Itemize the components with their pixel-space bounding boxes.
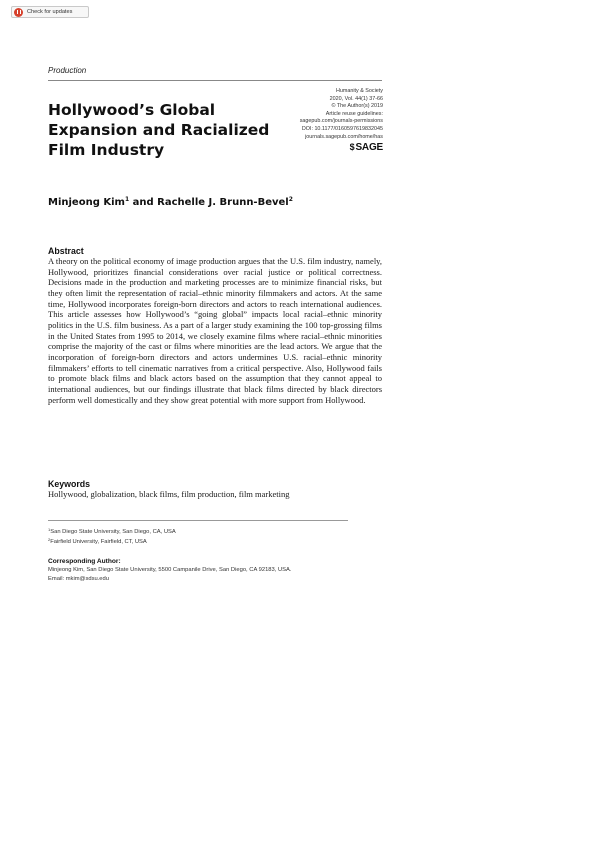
- section-label: Production: [48, 66, 87, 75]
- affiliation-text: Fairfield University, Fairfield, CT, USA: [50, 539, 147, 545]
- author-affiliation-mark: 1: [124, 196, 130, 203]
- abstract-text: A theory on the political economy of image production argues that the U.S. film industry, namely, Hollywood, prioritizes financial considerations over racial justice or political correctness. Decisions made in the production and marketing processes are to minimize financial risks, but they often limit the representation of racial–ethnic minority filmmakers and actors. At the same time, Hollywood incorporates foreign-born directors and actors to reach international audiences. This article assesses how Hollywood’s “going global” impacts local racial–ethnic minority politics in the U.S. film business. As a part of a larger study examining the 100 top-grossing films in the United States from 1995 to 2014, we closely examine films where racial–ethnic minorities comprise the majority of the cast or films where minorities are the lead actors. We argue that the incorporation of foreign-born directors and actors undermines U.S. racial–ethnic minority filmmakers’ efforts to tell cinematic narratives from a critical perspective. Also, Hollywood fails to promote black films and black actors based on the assumption that they cannot appeal to international audiences, but our findings illustrate that black films directed by black directors perform well domestically and they show great potential with more support from Hollywood.: [48, 256, 382, 405]
- author-name: Minjeong Kim: [48, 197, 125, 208]
- title-line: Film Industry: [48, 141, 165, 159]
- header-rule: [48, 80, 382, 81]
- title-line: Hollywood’s Global: [48, 101, 216, 119]
- journal-name: Humanity & Society: [335, 88, 383, 94]
- author-name: Rachelle J. Brunn-Bevel: [157, 197, 289, 208]
- keywords-text: Hollywood, globalization, black films, film production, film marketing: [48, 489, 290, 499]
- bookmark-icon: [14, 8, 23, 17]
- footnote-rule: [48, 520, 348, 521]
- article-title: [48, 100, 273, 160]
- corresponding-email[interactable]: Email: mkim@sdsu.edu: [48, 576, 109, 582]
- corresponding-heading: Corresponding Author:: [48, 558, 121, 565]
- check-for-updates-button[interactable]: [11, 6, 89, 18]
- author-list: [48, 196, 293, 208]
- publisher-logo: [300, 142, 383, 153]
- keywords-heading: Keywords: [48, 479, 91, 489]
- author-affiliation-mark: 2: [288, 196, 293, 203]
- affiliation-item: [48, 537, 147, 545]
- abstract-heading: Abstract: [48, 246, 84, 256]
- journal-home-link[interactable]: journals.sagepub.com/home/has: [305, 133, 383, 140]
- doi[interactable]: DOI: 10.1177/0160597619832045: [301, 125, 383, 132]
- publisher-name: SAGE: [355, 142, 383, 154]
- affiliation-text: San Diego State University, San Diego, CA, USA: [50, 529, 176, 535]
- author-separator: and: [129, 197, 158, 208]
- journal-volume: 2020, Vol. 44(1) 37-66: [329, 95, 383, 102]
- copyright: © The Author(s) 2019: [331, 103, 383, 110]
- check-for-updates-label: Check for updates: [27, 9, 73, 15]
- journal-meta: [300, 88, 383, 153]
- permissions-link[interactable]: sagepub.com/journals-permissions: [299, 118, 383, 125]
- affiliation-number: 1: [48, 527, 51, 532]
- reuse-label: Article reuse guidelines:: [325, 110, 383, 117]
- affiliation-item: [48, 527, 176, 535]
- affiliation-number: 2: [48, 537, 51, 542]
- title-line: Expansion and Racialized: [48, 121, 270, 139]
- sage-logo-icon: $: [349, 142, 355, 153]
- corresponding-address: Minjeong Kim, San Diego State University, 5500 Campanile Drive, San Diego, CA 92183, USA.: [48, 567, 292, 573]
